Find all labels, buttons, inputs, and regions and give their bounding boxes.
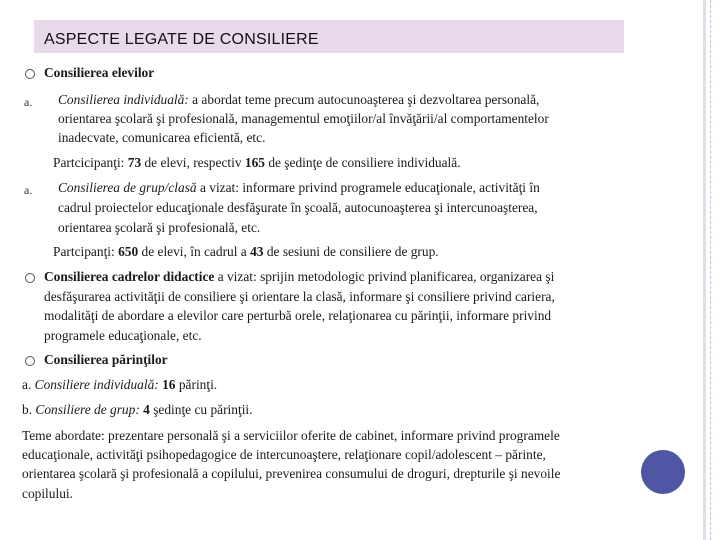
participants-group: Partcipanţi: 650 de elevi, în cadrul a 43 de sesiuni de consiliere de grup. xyxy=(53,244,439,259)
text-line: copilului. xyxy=(22,486,73,501)
text-line: orientarea şcolară şi profesională, managementul emoţiilor/al învăţării/al comportamentelor xyxy=(58,111,549,126)
text-line: educaţionale, activităţi psihopedagogice de intercunoaştere, relaţionare copil/adolescent – părinte, xyxy=(22,447,546,462)
decorative-circle xyxy=(641,450,685,494)
teachers-counseling-line: Consilierea cadrelor didactice a vizat: sprijin metodologic privind planificarea, organizarea şi xyxy=(44,269,555,284)
slide-title: ASPECTE LEGATE DE CONSILIERE xyxy=(44,31,319,48)
participants-individual: Partcicipanţi: 73 de elevi, respectiv 165 de şedinţe de consiliere individuală. xyxy=(53,155,461,170)
group-counseling-line: Consilierea de grup/clasă a vizat: informare privind programele educaţionale, activităţi în xyxy=(58,180,540,195)
section-heading-parinti: Consilierea părinţilor xyxy=(44,352,168,367)
text-line: orientarea şcolară şi profesională a copilului, prevenirea consumului de droguri, drepturile şi nevoile xyxy=(22,466,561,481)
parents-individual: a. Consiliere individuală: 16 părinţi. xyxy=(22,377,218,392)
bullet-icon xyxy=(25,69,35,79)
text-line: modalităţi de abordare a elevilor care perturbă orele, relaţionarea cu părinţii, informare privind xyxy=(44,308,552,323)
list-letter: a. xyxy=(24,183,33,197)
text-line: desfăşurarea activităţii de consiliere şi orientare la clasă, informare şi consiliere privind cariera, xyxy=(44,289,555,304)
list-letter: a. xyxy=(24,95,33,109)
individual-counseling-line: Consilierea individuală: a abordat teme precum autocunoaşterea şi dezvoltarea personală, xyxy=(58,92,540,107)
text-line: inadecvate, comunicarea eficientă, etc. xyxy=(58,130,266,145)
text-line: cadrul proiectelor educaţionale desfăşurate în şcoală, autocunoaşterea şi intercunoaşterea, xyxy=(58,200,538,215)
text-line: Teme abordate: prezentare personală şi a serviciilor oferite de cabinet, informare privind programele xyxy=(22,428,560,443)
bullet-icon xyxy=(25,273,35,283)
text-line: orientarea şcolară şi profesională, etc. xyxy=(58,220,261,235)
bullet-icon xyxy=(25,356,35,366)
section-heading-elevi: Consilierea elevilor xyxy=(44,65,155,80)
text-line: programele educaţionale, etc. xyxy=(44,328,202,343)
parents-group: b. Consiliere de grup: 4 şedinţe cu părinţii. xyxy=(22,402,253,417)
